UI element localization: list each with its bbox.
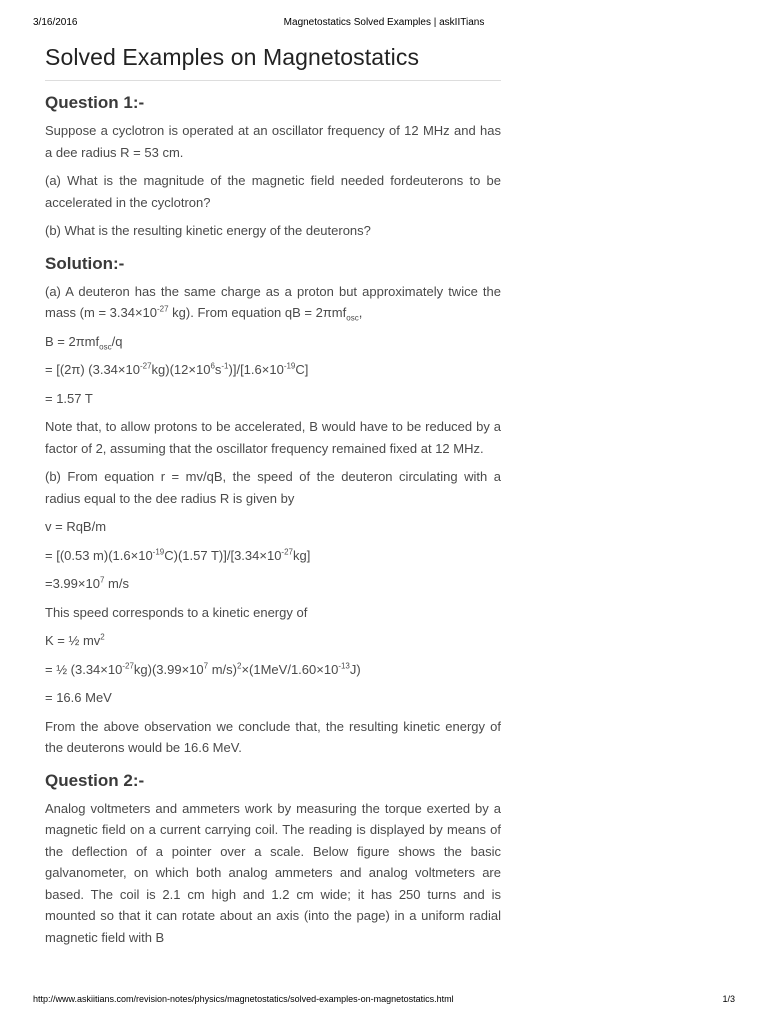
equation-k: K = ½ $mv^2$ <box>45 632 105 648</box>
equation-v-result: $=3.99\times 10^7$ m/s <box>45 575 129 591</box>
solution-heading: Solution:- <box>45 253 125 273</box>
equation-v: v = RqB/m <box>45 519 107 534</box>
equation-b-substituted: = [(2π) $(3.34\times 10^{-27}kg)(12\times 10^6s^{-1})]/[1.6\times 10^{-19}C]$ <box>45 361 309 377</box>
article <box>45 40 501 955</box>
question-2-text: Analog voltmeters and ammeters work by measuring the torque exerted by a magnetic field on a current carrying coil. The reading is displayed by means of the deflection of a pointer over a scale. Below figure shows the basic galvanometer, on which both analog ammeters and analog voltmeters are based. The coil is 2.1 cm high and 1.2 cm wide; it has 250 turns and is mounted so that it can rotate about an axis (into the page) in a uniform radial magnetic field with B <box>45 800 501 945</box>
print-page-title: Magnetostatics Solved Examples | askIITians <box>283 17 485 28</box>
solution-part-a: (a) A deuteron has the same charge as a proton but approximately twice the mass ($m = 3.34\times 10^{-27}$ kg). From equation qB = 2πmf$_{osc}$, <box>45 283 501 323</box>
print-date: 3/16/2016 <box>33 17 78 28</box>
equation-k-result: = 16.6 MeV <box>45 690 112 705</box>
equation-v-substituted: = [(0.53 $m)(1.6\times 10^{-19}C)(1.57$ $T)]/[3.34\times 10^{-27}kg]$ <box>45 547 311 563</box>
speed-text: This speed corresponds to a kinetic energy of <box>45 604 308 620</box>
question-1-heading: Question 1:- <box>45 93 145 112</box>
conclusion-paragraph: From the above observation we conclude that, the resulting kinetic energy of the deuterons would be 16.6 MeV. <box>45 718 501 755</box>
question-1-part-a: (a) What is the magnitude of the magnetic field needed fordeuterons to be accelerated in the cyclotron? <box>45 173 501 210</box>
equation-b: B = 2πmf$_{osc}$/q <box>45 333 123 352</box>
question-1-part-b: (b) What is the resulting kinetic energy of the deuterons? <box>45 223 371 238</box>
question-2-heading: Question 2:- <box>45 770 145 790</box>
solution-part-b: (b) From equation r = mv/qB, the speed of the deuteron circulating with a radius equal to the dee radius R is given by <box>45 469 501 506</box>
question-1-text: Suppose a cyclotron is operated at an oscillator frequency of 12 MHz and has a dee radius R = 53 cm. <box>45 123 501 160</box>
article-title: Solved Examples on Magnetostatics <box>45 40 501 81</box>
footer-url: http://www.askiitians.com/revision-notes/physics/magnetostatics/solved-examples-on-magnetostatics.html <box>33 994 454 1004</box>
equation-k-substituted: = ½ $(3.34\times 10^{-27}kg)(3.99\times 10^7$ $m/s)^2\times(1MeV/1.60\times 10^{-13}J)$ <box>45 661 361 677</box>
note-paragraph: Note that, to allow protons to be accelerated, B would have to be reduced by a factor of 2, assuming that the oscillator frequency remained fixed at 12 MHz. <box>45 419 501 456</box>
page-number: 1/3 <box>722 994 735 1004</box>
equation-b-result: = 1.57 T <box>45 390 93 406</box>
